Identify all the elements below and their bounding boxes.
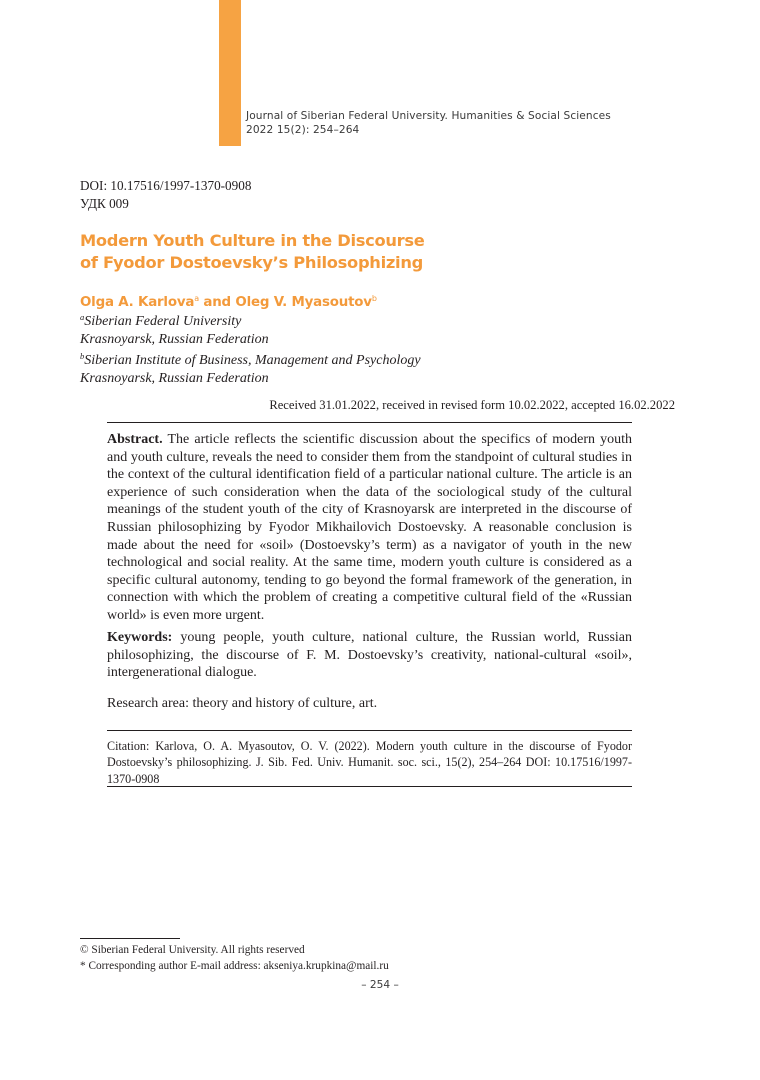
header-accent-bar	[219, 0, 241, 146]
title-line-1: Modern Youth Culture in the Discourse	[80, 231, 425, 250]
footnotes	[80, 942, 389, 974]
keywords-text: young people, youth culture, national culture, the Russian world, Russian philosophizing, the discourse of F. M. Dostoevsky’s creativity, national-cultural «soil», intergenerational dialogue.	[107, 630, 632, 681]
author-1: Olga A. Karlova	[80, 295, 195, 310]
citation-bottom-rule	[107, 786, 632, 787]
journal-name: Journal of Siberian Federal University. Humanities & Social Sciences	[246, 110, 611, 122]
affiliation-b-mark: b	[80, 351, 85, 362]
abstract-top-rule	[107, 422, 632, 423]
journal-issue: 2022 15(2): 254–264	[246, 123, 360, 136]
article-title	[80, 230, 425, 274]
affiliation-a-name: Siberian Federal University	[84, 314, 242, 329]
affiliation-a-org	[80, 309, 421, 331]
title-line-2: of Fyodor Dostoevsky’s Philosophizing	[80, 253, 423, 272]
corresponding-author-note: * Corresponding author E-mail address: akseniya.krupkina@mail.ru	[80, 960, 389, 972]
research-area: Research area: theory and history of culture, art.	[107, 696, 378, 711]
udk: УДК 009	[80, 195, 129, 211]
citation-top-rule	[107, 730, 632, 731]
received-dates: Received 31.01.2022, received in revised form 10.02.2022, accepted 16.02.2022	[269, 398, 675, 412]
affiliation-a-place: Krasnoyarsk, Russian Federation	[80, 331, 269, 347]
abstract	[107, 431, 632, 625]
author-1-affil-mark: a	[194, 294, 199, 303]
affiliations	[80, 309, 421, 387]
author-conjunction: and	[198, 295, 236, 310]
affiliation-b-name: Siberian Institute of Business, Management and Psychology	[84, 353, 421, 369]
affiliation-b-org	[80, 348, 421, 370]
abstract-label: Abstract.	[107, 432, 163, 447]
copyright-note: © Siberian Federal University. All rights reserved	[80, 944, 305, 956]
affiliation-b-place: Krasnoyarsk, Russian Federation	[80, 370, 269, 386]
keywords-label: Keywords:	[107, 630, 173, 645]
affiliation-a-mark: a	[80, 312, 85, 322]
journal-header	[246, 110, 611, 137]
abstract-text: The article reflects the scientific discussion about the specifics of modern youth and youth culture, reveals the need to consider them from the standpoint of cultural studies in the context of the cultural identification field of a particular national culture. The article is an experience of such consideration when the data of the sociological study of the cultural meanings of the student youth of the city of Krasnoyarsk are interpreted in the discourse of Russian philosophizing by Fyodor Mikhailovich Dostoevsky. A reasonable conclusion is made about the need for «soil» (Dostoevsky’s term) as a navigator of youth in the new technological and social reality. At the same time, modern youth culture is considered as a specific cultural autonomy, tending to go beyond the formal framework of the generation, in connection with which the problem of creating a competitive cultural field of the «Russian world» is even more urgent.	[107, 432, 632, 623]
author-2: Oleg V. Myasoutov	[235, 295, 372, 310]
keywords	[107, 629, 632, 682]
author-2-affil-mark: b	[371, 294, 377, 303]
article-identifiers	[80, 177, 251, 212]
doi: DOI: 10.17516/1997-1370-0908	[80, 178, 252, 193]
page-number: – 254 –	[361, 979, 399, 991]
footnote-rule	[80, 938, 180, 939]
citation: Citation: Karlova, O. A. Myasoutov, O. V. (2022). Modern youth culture in the discourse of Fyodor Dostoevsky’s philosophizing. J. Sib. Fed. Univ. Humanit. soc. sci., 15(2), 254–264 DOI: 10.17516/1997-1370-0908	[107, 739, 632, 786]
